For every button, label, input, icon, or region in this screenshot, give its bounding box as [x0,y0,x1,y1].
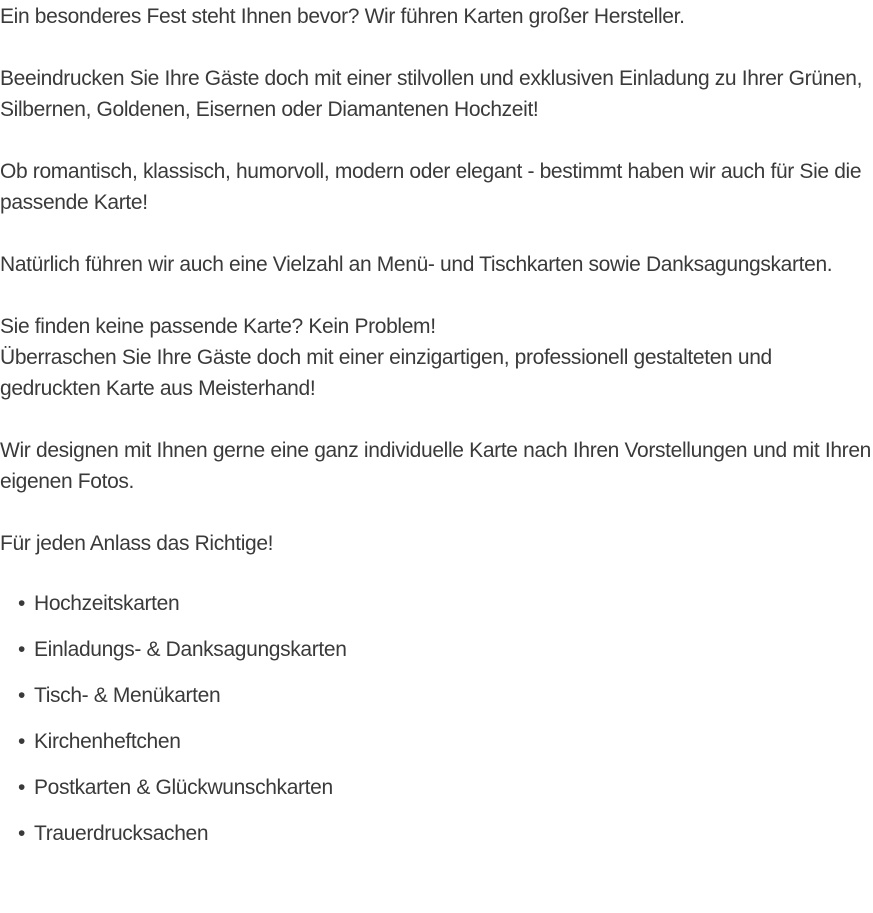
occasion-heading: Für jeden Anlass das Richtige! [0,532,274,555]
list-item-label: Postkarten & Glückwunschkarten [34,776,333,799]
bullet-icon: • [18,730,26,753]
bullet-icon: • [18,776,26,799]
list-item-label: Tisch- & Menükarten [34,684,221,707]
invitation-paragraph: Beeindrucken Sie Ihre Gäste doch mit einer stilvollen und exklusiven Einladung zu Ihrer Grünen, Silbernen, Goldenen, Eisernen oder Diamantenen Hochzeit! [0,67,863,121]
list-item [18,811,871,857]
page-content [0,1,871,857]
list-item [18,765,871,811]
bullet-icon: • [18,638,26,661]
custom-card-question: Sie finden keine passende Karte? Kein Problem! [0,315,436,338]
list-item-label: Kirchenheftchen [34,730,181,753]
custom-card-offer: Überraschen Sie Ihre Gäste doch mit einer einzigartigen, professionell gestalteten und gedruckten Karte aus Meisterhand! [0,346,772,400]
bullet-icon: • [18,822,26,845]
bullet-icon: • [18,592,26,615]
custom-card-paragraph [0,311,871,404]
offer-list [0,581,871,857]
list-item [18,581,871,627]
list-item-label: Hochzeitskarten [34,592,180,615]
intro-paragraph: Ein besonderes Fest steht Ihnen bevor? Wir führen Karten großer Hersteller. [0,5,685,28]
list-item-label: Trauerdrucksachen [34,822,209,845]
bullet-icon: • [18,684,26,707]
menu-cards-paragraph: Natürlich führen wir auch eine Vielzahl an Menü- und Tischkarten sowie Danksagungskarten. [0,253,833,276]
list-item-label: Einladungs- & Danksagungskarten [34,638,347,661]
list-item [18,627,871,673]
list-item [18,673,871,719]
design-paragraph: Wir designen mit Ihnen gerne eine ganz individuelle Karte nach Ihren Vorstellungen und mit Ihren eigenen Fotos. [0,439,871,493]
list-item [18,719,871,765]
style-paragraph: Ob romantisch, klassisch, humorvoll, modern oder elegant - bestimmt haben wir auch für Sie die passende Karte! [0,160,862,214]
